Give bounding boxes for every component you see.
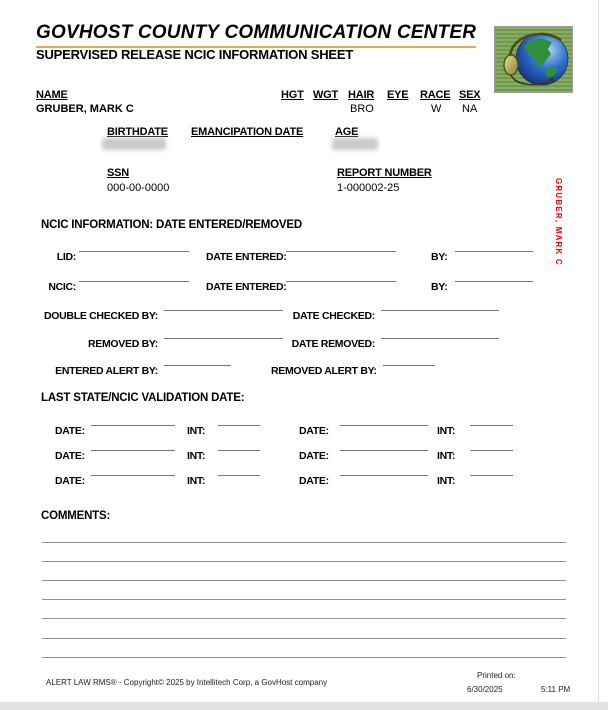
removed-by-label: REMOVED BY: [87,338,158,350]
vertical-name-banner: GRUBER, MARK C [554,178,563,266]
validation-int-label: INT: [437,475,456,487]
date-removed-label: DATE REMOVED: [291,338,375,350]
lid-label: LID: [56,251,76,263]
validation-date-label: DATE: [299,450,329,462]
hair-label: HAIR [348,89,375,101]
race-label: RACE [420,89,451,101]
validation-int-label: INT: [187,425,206,437]
globe-headset-icon [495,27,572,92]
double-checked-by-label: DOUBLE CHECKED BY: [44,310,158,322]
validation-int-blank-line [470,475,513,476]
comments-section-title: COMMENTS: [41,510,111,522]
eye-label: EYE [387,89,409,101]
lid-by-blank-line [455,251,533,252]
name-label: NAME [36,89,68,101]
removed-alert-by-blank-line [383,365,435,366]
removed-by-blank-line [164,338,283,339]
ncic-section-title: NCIC INFORMATION: DATE ENTERED/REMOVED [41,219,302,231]
ncic-label: NCIC: [48,281,76,293]
race-value: W [431,103,442,115]
validation-date-blank-line [340,425,428,426]
date-removed-blank-line [381,338,499,339]
comment-line [42,618,566,619]
ncic-by-label: BY: [431,281,448,293]
page-subtitle: SUPERVISED RELEASE NCIC INFORMATION SHEET [36,47,354,62]
validation-date-blank-line [91,450,175,451]
removed-alert-by-label: REMOVED ALERT BY: [271,365,377,377]
ncic-by-blank-line [455,281,533,282]
emancipation-date-label: EMANCIPATION DATE [191,126,304,138]
validation-date-blank-line [340,450,428,451]
validation-int-label: INT: [437,425,456,437]
validation-date-blank-line [91,475,175,476]
printed-on-label: Printed on: [477,671,516,680]
age-redacted-value [332,138,378,150]
comment-line [42,599,566,600]
validation-date-label: DATE: [299,425,329,437]
agency-logo [494,26,573,93]
page-title: GOVHOST COUNTY COMMUNICATION CENTER [36,22,476,48]
validation-date-label: DATE: [55,450,85,462]
entered-alert-by-label: ENTERED ALERT BY: [55,365,158,377]
comment-line [42,542,566,543]
age-label: AGE [335,126,359,138]
validation-date-label: DATE: [55,475,85,487]
report-number-value: 1-000002-25 [337,182,400,194]
printed-date: 6/30/2025 [467,685,503,694]
printed-time: 5:11 PM [541,685,571,694]
validation-int-blank-line [218,425,260,426]
comment-line [42,580,566,581]
validation-date-label: DATE: [55,425,85,437]
wgt-label: WGT [313,89,339,101]
birthdate-redacted-value [102,138,166,150]
hgt-label: HGT [281,89,304,101]
validation-date-label: DATE: [299,475,329,487]
lid-date-entered-blank-line [286,251,396,252]
validation-section-title: LAST STATE/NCIC VALIDATION DATE: [41,392,245,404]
validation-int-label: INT: [187,475,206,487]
comment-line [42,638,566,639]
validation-int-blank-line [218,450,260,451]
name-value: GRUBER, MARK C [36,103,134,115]
lid-date-entered-label: DATE ENTERED: [206,251,287,263]
page-right-edge [598,0,599,710]
ncic-date-entered-blank-line [286,281,396,282]
birthdate-label: BIRTHDATE [107,126,168,138]
lid-by-label: BY: [431,251,448,263]
ncic-blank-line [79,281,189,282]
comment-line [42,561,566,562]
validation-int-blank-line [470,425,513,426]
report-number-label: REPORT NUMBER [337,167,432,179]
ssn-label: SSN [107,167,130,179]
validation-date-blank-line [340,475,428,476]
date-checked-label: DATE CHECKED: [292,310,375,322]
sex-value: NA [462,103,478,115]
copyright-text: ALERT LAW RMS® - Copyright© 2025 by Intellitech Corp, a GovHost company [46,678,328,687]
ncic-date-entered-label: DATE ENTERED: [206,281,287,293]
page-bottom-edge [0,702,608,710]
ssn-value: 000-00-0000 [107,182,170,194]
lid-blank-line [79,251,189,252]
validation-int-label: INT: [187,450,206,462]
validation-int-blank-line [218,475,260,476]
sex-label: SEX [459,89,481,101]
hair-value: BRO [350,103,374,115]
validation-int-blank-line [470,450,513,451]
validation-int-label: INT: [437,450,456,462]
entered-alert-by-blank-line [164,365,231,366]
date-checked-blank-line [381,310,499,311]
double-checked-by-blank-line [164,310,283,311]
comment-line [42,657,566,658]
validation-date-blank-line [91,425,175,426]
